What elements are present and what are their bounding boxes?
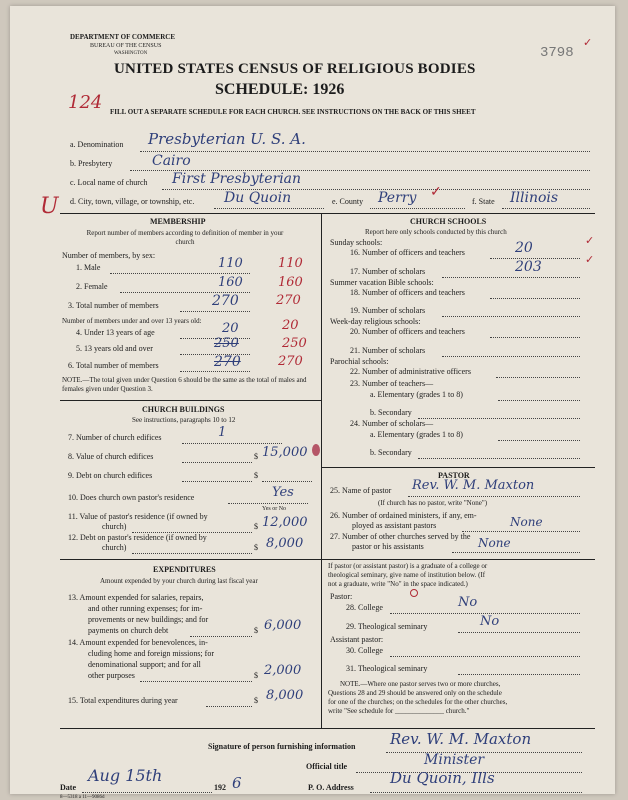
q16-value[interactable]: 20 xyxy=(515,240,533,256)
total-members-value-2[interactable]: 270 xyxy=(214,354,241,370)
q23-label: 23. Number of teachers— xyxy=(350,379,434,388)
edifice-value-label: 8. Value of church edifices xyxy=(68,452,154,461)
vacation-schools-label: Summer vacation Bible schools: xyxy=(330,278,434,287)
q27-line xyxy=(452,552,580,553)
po-address-value[interactable]: Du Quoin, Ills xyxy=(390,769,495,787)
edifices-value[interactable]: 1 xyxy=(218,425,227,440)
local-name-label: c. Local name of church xyxy=(70,178,148,187)
expenditures-heading: EXPENDITURES xyxy=(153,565,216,574)
over13-value[interactable]: 250 xyxy=(214,336,239,351)
q24b-line xyxy=(418,458,580,459)
male-line xyxy=(110,273,250,274)
q20-label: 20. Number of officers and teachers xyxy=(350,327,465,336)
q23b-label: b. Secondary xyxy=(370,408,412,417)
po-address-label: P. O. Address xyxy=(308,783,354,792)
county-label: e. County xyxy=(332,197,364,206)
county-line xyxy=(370,208,465,209)
owns-residence-line xyxy=(228,503,308,504)
q19-label: 19. Number of scholars xyxy=(350,306,426,315)
expenditures-sub: Amount expended by your church during last fiscal year xyxy=(100,577,258,585)
presbytery-label: b. Presbytery xyxy=(70,159,113,168)
edifices-line xyxy=(182,443,282,444)
q29-line xyxy=(458,632,580,633)
male-label: 1. Male xyxy=(76,263,101,272)
dollar-sign-8: $ xyxy=(254,452,258,461)
edifice-debt-line xyxy=(182,481,252,482)
q27-value[interactable]: None xyxy=(478,536,511,550)
pastor-note-2: for one of the churches; on the schedules for the other churches, xyxy=(328,698,508,706)
q28-label: 28. College xyxy=(346,603,383,612)
buildings-rule xyxy=(60,400,321,401)
city-line xyxy=(214,208,324,209)
local-name-value[interactable]: First Presbyterian xyxy=(172,171,302,187)
presbytery-value[interactable]: Cairo xyxy=(152,153,191,169)
by-sex-label: Number of members, by sex: xyxy=(62,251,156,260)
q18-label: 18. Number of officers and teachers xyxy=(350,288,465,297)
q23a-label: a. Elementary (grades 1 to 8) xyxy=(370,390,463,399)
residence-debt-label-1: 12. Debt on pastor's residence (if owned by xyxy=(68,533,207,542)
city-label-field: d. City, town, village, or township, etc. xyxy=(70,197,195,206)
year-digit[interactable]: 6 xyxy=(232,774,242,792)
q26-line xyxy=(462,531,580,532)
total-line-1 xyxy=(180,311,250,312)
q24a-line xyxy=(498,440,580,441)
city-value[interactable]: Du Quoin xyxy=(224,190,292,206)
q30-label: 30. College xyxy=(346,646,383,655)
edifice-value-line xyxy=(182,462,252,463)
q22-line xyxy=(496,377,580,378)
total-members-value-1[interactable]: 270 xyxy=(212,293,239,309)
date-line xyxy=(82,792,212,793)
county-value[interactable]: Perry xyxy=(378,190,417,206)
q13-line-0: 13. Amount expended for salaries, repairs, xyxy=(68,593,204,602)
q30-line xyxy=(390,656,580,657)
q28-value[interactable]: No xyxy=(458,595,478,610)
under13-check: 20 xyxy=(282,318,299,333)
q14-line-2: denominational support; and for all xyxy=(88,660,201,669)
buildings-sub: See instructions, paragraphs 10 to 12 xyxy=(132,416,236,424)
residence-debt-label-2: church) xyxy=(102,543,127,552)
q17-line xyxy=(442,277,580,278)
q31-line xyxy=(458,674,580,675)
expenditures-rule xyxy=(60,559,321,560)
owns-residence-value[interactable]: Yes xyxy=(272,485,294,500)
q27-line-0: 27. Number of other churches served by the xyxy=(330,532,471,541)
q21-line xyxy=(442,356,580,357)
q17-label: 17. Number of scholars xyxy=(350,267,426,276)
hand-number: 124 xyxy=(68,92,103,113)
edifices-label: 7. Number of church edifices xyxy=(68,433,162,442)
q14-value[interactable]: 2,000 xyxy=(264,663,302,678)
total-members-label-2: 6. Total number of members xyxy=(68,361,159,370)
county-check-icon: ✓ xyxy=(430,185,442,200)
assistant-sub-label: Assistant pastor: xyxy=(330,635,384,644)
edifice-debt-amount-line xyxy=(262,481,312,482)
separate-schedule-instruction: FILL OUT A SEPARATE SCHEDULE FOR EACH CHURCH. SEE INSTRUCTIONS ON THE BACK OF THIS SHEET xyxy=(110,108,476,116)
grad-note-1: theological seminary, give name of institution below. (If xyxy=(328,571,486,579)
residence-value-value[interactable]: 12,000 xyxy=(262,515,308,530)
dollar-sign-13: $ xyxy=(254,626,258,635)
q29-value[interactable]: No xyxy=(480,614,500,629)
state-line xyxy=(502,208,590,209)
q25-line xyxy=(408,496,580,497)
yes-no-hint: Yes or No xyxy=(262,506,287,512)
membership-intro: Report number of members according to definition of member in your church xyxy=(86,229,284,246)
under13-label: 4. Under 13 years of age xyxy=(76,328,155,337)
q14-line-0: 14. Amount expended for benevolences, in- xyxy=(68,638,208,647)
check-mark-icon: ✓ xyxy=(583,37,593,49)
q13-line-dots xyxy=(190,636,252,637)
female-check: 160 xyxy=(278,275,303,290)
date-label: Date xyxy=(60,783,76,792)
q14-line-1: cluding home and foreign missions; for xyxy=(88,649,214,658)
pastor-note-0: NOTE.—Where one pastor serves two or more churches, xyxy=(340,680,501,688)
denomination-value[interactable]: Presbyterian U. S. A. xyxy=(148,130,306,148)
total-members-check-1: 270 xyxy=(276,293,301,308)
main-bottom-rule xyxy=(60,728,595,729)
denomination-line xyxy=(140,151,590,152)
total-members-check-2: 270 xyxy=(278,354,303,369)
main-top-rule xyxy=(60,213,595,214)
q16-check-icon: ✓ xyxy=(585,235,595,247)
q26-line-0: 26. Number of ordained ministers, if any, em- xyxy=(330,511,477,520)
department-label: DEPARTMENT OF COMMERCE xyxy=(70,33,176,41)
residence-debt-value[interactable]: 8,000 xyxy=(266,536,304,551)
q26-line-1: ployed as assistant pastors xyxy=(352,521,437,530)
pastor-rule xyxy=(321,467,595,468)
dollar-sign-9: $ xyxy=(254,471,258,480)
buildings-heading: CHURCH BUILDINGS xyxy=(142,405,225,414)
red-circle-mark-icon xyxy=(410,589,418,597)
graduate-rule xyxy=(321,559,595,560)
ink-blot-icon xyxy=(312,444,320,456)
city-label: WASHINGTON xyxy=(114,51,148,56)
male-check: 110 xyxy=(278,256,303,271)
q23a-line xyxy=(498,400,580,401)
q24b-label: b. Secondary xyxy=(370,448,412,457)
edifice-value-value[interactable]: 15,000 xyxy=(262,445,308,460)
q23b-line xyxy=(418,418,580,419)
margin-mark: U xyxy=(40,194,59,219)
q15-label: 15. Total expenditures during year xyxy=(68,696,178,705)
male-value[interactable]: 110 xyxy=(218,256,243,271)
q14-line-3: other purposes xyxy=(88,671,135,680)
edifice-debt-label: 9. Debt on church edifices xyxy=(68,471,153,480)
q24-label: 24. Number of scholars— xyxy=(350,419,434,428)
census-schedule-sheet xyxy=(10,6,615,800)
signature-label: Signature of person furnishing information xyxy=(208,742,356,751)
q13-line-1: and other running expenses; for im- xyxy=(88,604,203,613)
signature-value[interactable]: Rev. W. M. Maxton xyxy=(390,730,532,748)
under13-value[interactable]: 20 xyxy=(222,321,239,336)
over13-label: 5. 13 years old and over xyxy=(76,344,153,353)
q13-line-2: provements or new buildings; and for xyxy=(88,615,209,624)
q15-value[interactable]: 8,000 xyxy=(266,688,304,703)
dollar-sign-14: $ xyxy=(254,671,258,680)
q24a-label: a. Elementary (grades 1 to 8) xyxy=(370,430,463,439)
membership-note: NOTE.—The total given under Question 6 should be the same as the total of males and females given under Question 3. xyxy=(62,376,307,394)
schools-intro: Report here only schools conducted by this church xyxy=(365,228,507,236)
residence-value-label-2: church) xyxy=(102,522,127,531)
q18-line xyxy=(490,298,580,299)
sunday-schools-label: Sunday schools: xyxy=(330,238,383,247)
dollar-sign-11: $ xyxy=(254,522,258,531)
dollar-sign-15: $ xyxy=(254,696,258,705)
stamp-number: 3798 xyxy=(540,45,574,61)
form-title: UNITED STATES CENSUS OF RELIGIOUS BODIES xyxy=(114,61,476,77)
q25-label: 25. Name of pastor xyxy=(330,486,392,495)
q21-label: 21. Number of scholars xyxy=(350,346,426,355)
q17-value[interactable]: 203 xyxy=(515,259,542,275)
state-value[interactable]: Illinois xyxy=(510,190,559,206)
q25-value[interactable]: Rev. W. M. Maxton xyxy=(412,478,535,493)
q14-line-dots xyxy=(140,681,252,682)
over13-check: 250 xyxy=(282,336,307,351)
residence-debt-line xyxy=(132,553,252,554)
q26-value[interactable]: None xyxy=(510,515,543,529)
q29-label: 29. Theological seminary xyxy=(346,622,428,631)
po-address-line xyxy=(370,792,582,793)
membership-heading: MEMBERSHIP xyxy=(150,217,206,226)
pastor-heading: PASTOR xyxy=(438,471,470,480)
state-label: f. State xyxy=(472,197,495,206)
residence-value-label-1: 11. Value of pastor's residence (if owned by xyxy=(68,512,208,521)
q16-label: 16. Number of officers and teachers xyxy=(350,248,465,257)
q27-line-1: pastor or his assistants xyxy=(352,542,424,551)
dollar-sign-12: $ xyxy=(254,543,258,552)
pastor-sub-label: Pastor: xyxy=(330,592,353,601)
column-divider xyxy=(321,213,322,728)
date-value[interactable]: Aug 15th xyxy=(88,766,163,785)
female-value[interactable]: 160 xyxy=(218,275,243,290)
age-intro: Number of members under and over 13 years old: xyxy=(62,317,202,325)
q13-line-3: payments on church debt xyxy=(88,626,169,635)
q17-check-icon: ✓ xyxy=(585,254,595,266)
pastor-note-3: write "See schedule for ______________ church." xyxy=(328,707,470,715)
total-line-2 xyxy=(180,371,250,372)
q31-label: 31. Theological seminary xyxy=(346,664,428,673)
bureau-label: BUREAU OF THE CENSUS xyxy=(90,43,162,49)
q13-value[interactable]: 6,000 xyxy=(264,618,302,633)
year-prefix: 192 xyxy=(214,783,226,792)
grad-note-0: If pastor (or assistant pastor) is a graduate of a college or xyxy=(328,562,488,570)
q22-label: 22. Number of administrative officers xyxy=(350,367,471,376)
q20-line xyxy=(490,337,580,338)
total-members-label-1: 3. Total number of members xyxy=(68,301,159,310)
official-title-value[interactable]: Minister xyxy=(424,752,485,768)
weekday-schools-label: Week-day religious schools: xyxy=(330,317,421,326)
female-label: 2. Female xyxy=(76,282,108,291)
schools-heading: CHURCH SCHOOLS xyxy=(410,217,487,226)
q19-line xyxy=(442,316,580,317)
form-code: 8—5318 a 11—9086d xyxy=(60,795,105,800)
pastor-note-1: Questions 28 and 29 should be answered only on the schedule xyxy=(328,689,502,697)
parochial-schools-label: Parochial schools: xyxy=(330,357,389,366)
schedule-title: SCHEDULE: 1926 xyxy=(215,81,345,98)
q15-line xyxy=(206,706,252,707)
denomination-label: a. Denomination xyxy=(70,140,124,149)
grad-note-2: not a graduate, write "No" in the space indicated.) xyxy=(328,580,468,588)
owns-residence-label: 10. Does church own pastor's residence xyxy=(68,493,195,502)
official-title-label: Official title xyxy=(306,762,348,771)
q25-note: (If church has no pastor, write "None") xyxy=(378,499,488,507)
